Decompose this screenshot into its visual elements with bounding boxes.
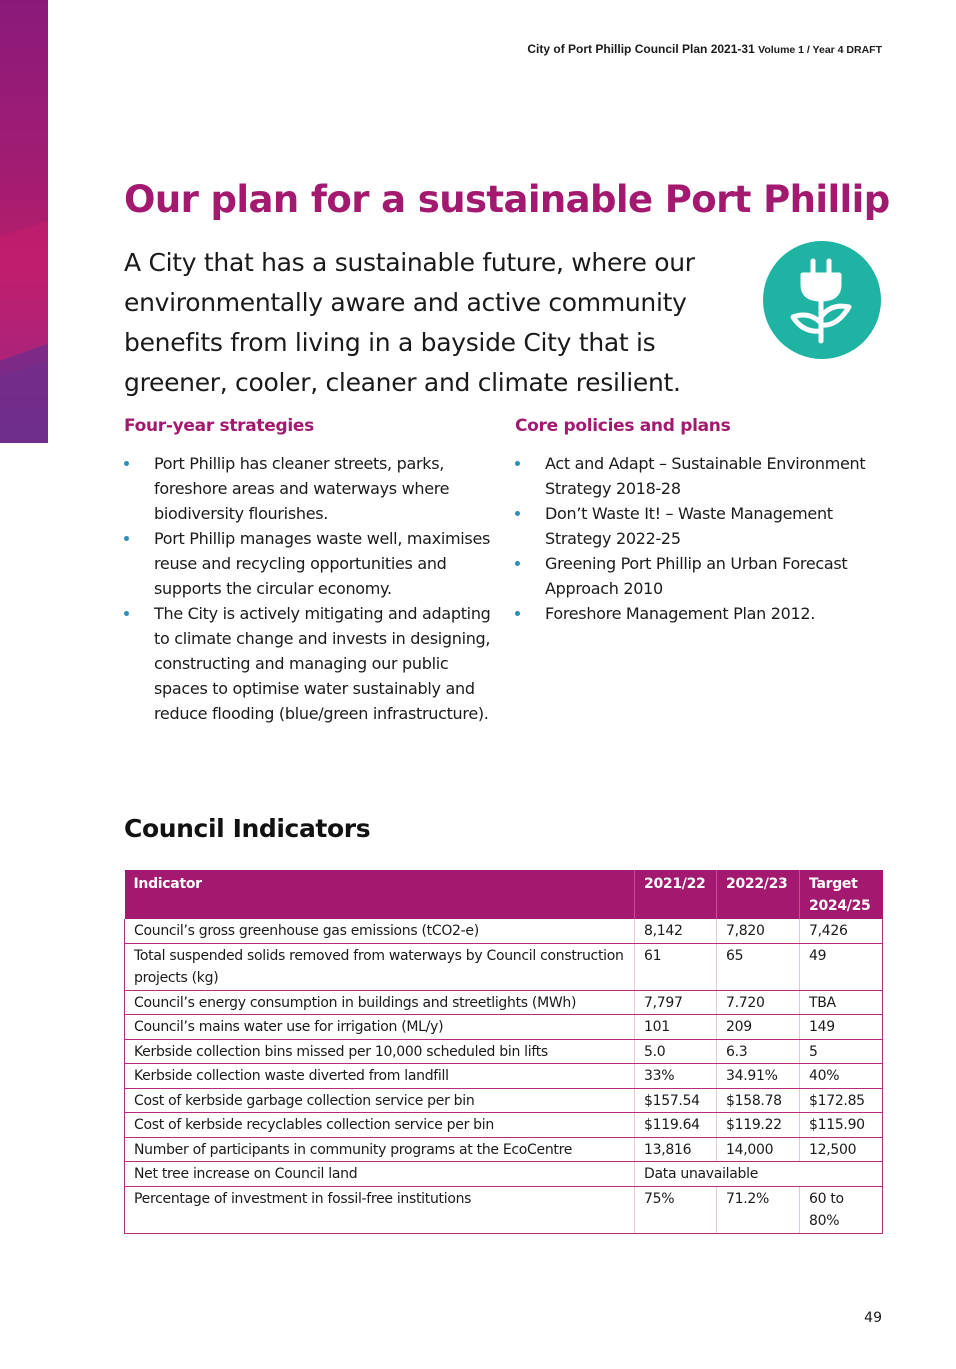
value-cell: $157.54: [635, 1088, 717, 1113]
value-cell: 65: [717, 943, 800, 990]
value-cell: 149: [800, 1015, 883, 1040]
strategies-list: [124, 451, 494, 726]
indicator-cell: Cost of kerbside garbage collection service per bin: [125, 1088, 635, 1113]
list-item-text: Act and Adapt – Sustainable Environment Strategy 2018-28: [545, 454, 866, 498]
value-cell: 34.91%: [717, 1064, 800, 1089]
page-header: [527, 42, 882, 56]
list-item-text: Port Phillip manages waste well, maximises reuse and recycling opportunities and supports the circular economy.: [154, 529, 491, 598]
indicator-cell: Council’s energy consumption in buildings and streetlights (MWh): [125, 990, 635, 1015]
table-row: [125, 1088, 883, 1113]
list-item: [515, 551, 885, 601]
value-cell: 7.720: [717, 990, 800, 1015]
value-cell: 209: [717, 1015, 800, 1040]
indicator-cell: Cost of kerbside recyclables collection service per bin: [125, 1113, 635, 1138]
table-row: [125, 919, 883, 943]
list-item-text: The City is actively mitigating and adapting to climate change and invests in designing, constructing and managing our public spaces to optimise water sustainably and reduce flooding (blue/green infrastructure).: [154, 604, 491, 723]
value-cell: 7,426: [800, 919, 883, 943]
strategies-heading: Four-year strategies: [124, 416, 314, 436]
intro-statement: A City that has a sustainable future, where our environmentally aware and active community benefits from living in a bayside City that is greener, cooler, cleaner and climate resilient.: [124, 248, 695, 397]
table-row: [125, 1064, 883, 1089]
table-row: [125, 990, 883, 1015]
list-item-text: Greening Port Phillip an Urban Forecast Approach 2010: [545, 554, 848, 598]
decorative-sidebar: [0, 0, 48, 443]
bullet-icon: [124, 461, 129, 466]
plug-plant-icon: [763, 241, 881, 359]
bullet-icon: [515, 461, 520, 466]
value-cell: 7,820: [717, 919, 800, 943]
policies-heading: Core policies and plans: [515, 416, 731, 436]
indicator-cell: Total suspended solids removed from waterways by Council construction projects (kg): [125, 943, 635, 990]
list-item: [124, 601, 494, 726]
column-header: Target 2024/25: [800, 870, 883, 919]
indicator-cell: Net tree increase on Council land: [125, 1162, 635, 1187]
table-row: [125, 1015, 883, 1040]
list-item-text: Foreshore Management Plan 2012.: [545, 604, 816, 623]
table-row: [125, 1113, 883, 1138]
column-header: 2021/22: [635, 870, 717, 919]
table-row: [125, 1039, 883, 1064]
value-cell: 12,500: [800, 1137, 883, 1162]
value-cell: 5: [800, 1039, 883, 1064]
column-header: Indicator: [125, 870, 635, 919]
value-cell: 40%: [800, 1064, 883, 1089]
page-number: 49: [864, 1310, 882, 1326]
bullet-icon: [515, 561, 520, 566]
bullet-icon: [124, 611, 129, 616]
value-cell: 13,816: [635, 1137, 717, 1162]
indicators-heading: Council Indicators: [124, 814, 371, 843]
value-cell: $115.90: [800, 1113, 883, 1138]
value-cell: 6.3: [717, 1039, 800, 1064]
value-cell: 61: [635, 943, 717, 990]
indicator-cell: Council’s mains water use for irrigation (ML/y): [125, 1015, 635, 1040]
value-cell: 49: [800, 943, 883, 990]
indicator-cell: Kerbside collection waste diverted from landfill: [125, 1064, 635, 1089]
list-item: [515, 601, 885, 626]
table-row: [125, 943, 883, 990]
indicator-cell: Council’s gross greenhouse gas emissions (tCO2-e): [125, 919, 635, 943]
indicator-cell: Percentage of investment in fossil-free institutions: [125, 1186, 635, 1233]
indicator-cell: Kerbside collection bins missed per 10,000 scheduled bin lifts: [125, 1039, 635, 1064]
policies-list: [515, 451, 885, 626]
list-item: [124, 451, 494, 526]
value-cell: $158.78: [717, 1088, 800, 1113]
value-cell: 71.2%: [717, 1186, 800, 1233]
list-item-text: Don’t Waste It! – Waste Management Strategy 2022-25: [545, 504, 833, 548]
value-cell: $172.85: [800, 1088, 883, 1113]
indicator-cell: Number of participants in community programs at the EcoCentre: [125, 1137, 635, 1162]
list-item: [124, 526, 494, 601]
value-cell: Data unavailable: [635, 1162, 883, 1187]
value-cell: 7,797: [635, 990, 717, 1015]
table-row: [125, 1162, 883, 1187]
list-item: [515, 501, 885, 551]
value-cell: 101: [635, 1015, 717, 1040]
value-cell: 75%: [635, 1186, 717, 1233]
doc-volume: Volume 1 / Year 4 DRAFT: [758, 44, 882, 56]
bullet-icon: [515, 511, 520, 516]
value-cell: $119.64: [635, 1113, 717, 1138]
column-header: 2022/23: [717, 870, 800, 919]
table-header-row: [125, 870, 883, 919]
page-title: Our plan for a sustainable Port Phillip: [124, 178, 890, 221]
table-row: [125, 1137, 883, 1162]
value-cell: 33%: [635, 1064, 717, 1089]
indicators-table: [124, 870, 883, 1234]
value-cell: 8,142: [635, 919, 717, 943]
value-cell: 5.0: [635, 1039, 717, 1064]
value-cell: TBA: [800, 990, 883, 1015]
bullet-icon: [124, 536, 129, 541]
doc-title: City of Port Phillip Council Plan 2021-31: [527, 42, 755, 56]
list-item: [515, 451, 885, 501]
value-cell: 14,000: [717, 1137, 800, 1162]
bullet-icon: [515, 611, 520, 616]
value-cell: 60 to 80%: [800, 1186, 883, 1233]
table-row: [125, 1186, 883, 1233]
list-item-text: Port Phillip has cleaner streets, parks, foreshore areas and waterways where biodiversity flourishes.: [154, 454, 450, 523]
value-cell: $119.22: [717, 1113, 800, 1138]
